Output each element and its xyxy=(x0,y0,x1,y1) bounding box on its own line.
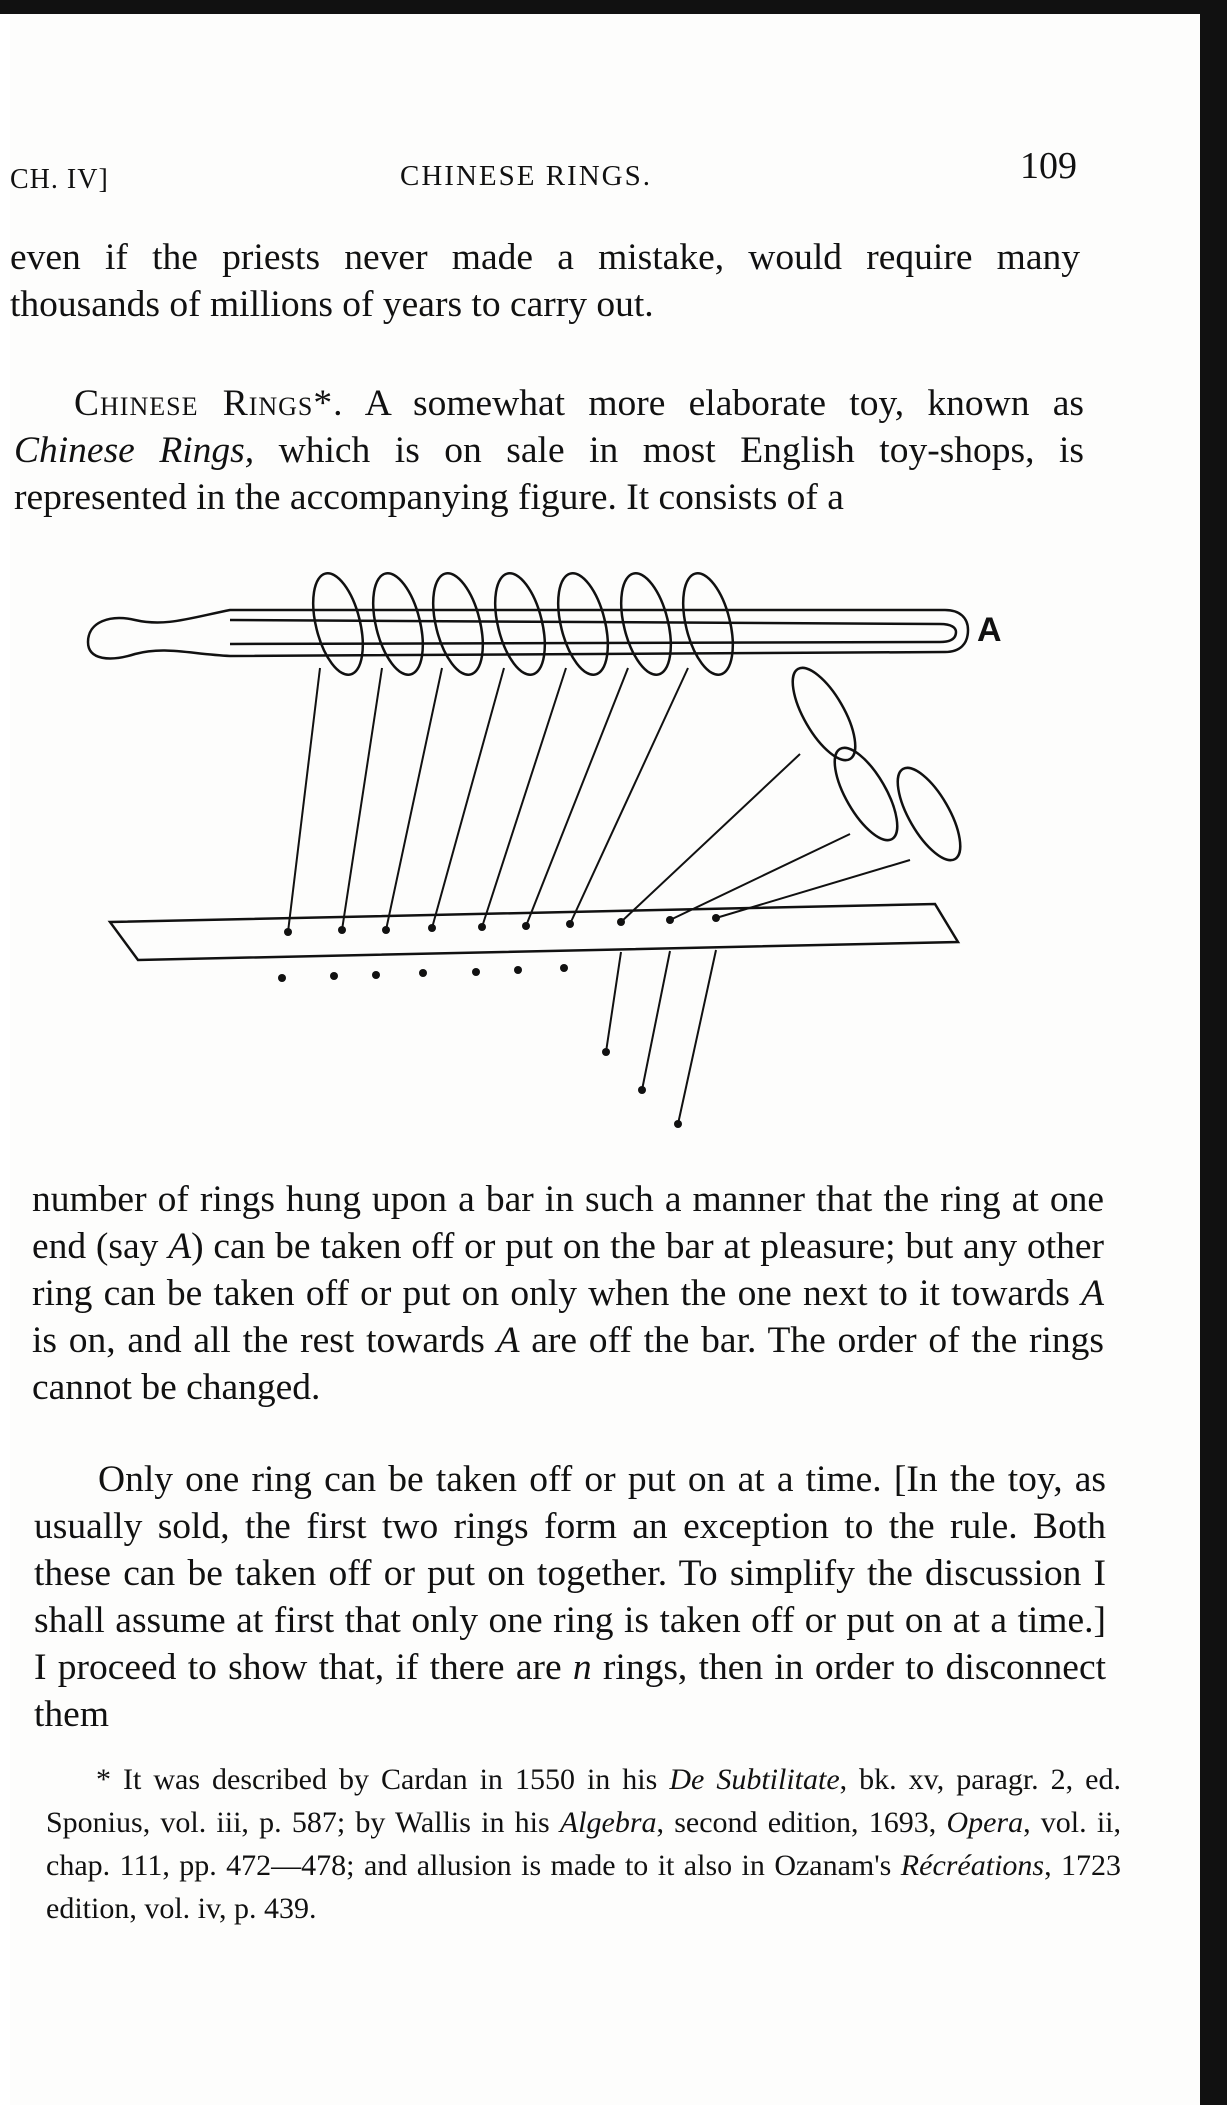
wire-3 xyxy=(386,668,442,930)
rule-part-1: Only one ring can be taken off or put on at a time. [In the toy, as usually sold, the first two rings form an exception to the rule. Both these can be taken off or put on together. To simplify the discussion I shall assume at first that only one ring is taken off or put on at a time.] I proceed to show that, if there are xyxy=(34,1459,1106,1688)
var-a-3: A xyxy=(496,1320,520,1361)
wire-8 xyxy=(621,754,800,922)
footnote xyxy=(46,1758,1121,1930)
wire-8-tail xyxy=(606,952,621,1052)
ring-4 xyxy=(486,568,554,680)
footnote-work-2: Algebra xyxy=(559,1806,657,1839)
rule-part-2: rings, then in order to disconnect them xyxy=(34,1647,1107,1735)
ring-10 xyxy=(886,759,973,869)
intro-text-b: which is on sale in most English toy-shops, is represented in the accompanying figure. It consists of a xyxy=(14,430,1085,518)
description-paragraph xyxy=(32,1176,1104,1411)
running-header xyxy=(10,144,1130,204)
section-intro-paragraph xyxy=(14,380,1084,521)
intro-text-a: A somewhat more elaborate toy, known as xyxy=(364,383,1084,424)
var-a-1: A xyxy=(168,1226,192,1267)
wire-4 xyxy=(432,668,504,928)
desc-part-2: ) can be taken off or put on the bar at pleasure; but any other ring can be taken off or put on only when the one next to it towards xyxy=(32,1226,1105,1314)
board xyxy=(110,904,958,960)
ring-2 xyxy=(364,568,432,680)
wire-6 xyxy=(526,668,628,926)
section-heading: Chinese Rings*. xyxy=(74,383,344,424)
desc-part-4: are off the bar. The order of the rings cannot be changed. xyxy=(32,1320,1104,1408)
page-number: 109 xyxy=(1020,145,1077,187)
ring-1 xyxy=(304,568,372,680)
ring-6 xyxy=(612,568,680,680)
var-n: n xyxy=(572,1647,592,1688)
continuation-text: even if the priests never made a mistake, would require many thousands of millions of years to carry out. xyxy=(10,237,1080,325)
wire-1 xyxy=(288,668,320,932)
bar-handle xyxy=(88,610,968,658)
figure-label-a: A xyxy=(977,611,1002,649)
footnote-text-1: * It was described by Cardan in 1550 in his xyxy=(96,1763,658,1796)
footnote-text-5: , 1723 edition, vol. iv, p. 439. xyxy=(46,1849,1122,1925)
var-a-2: A xyxy=(1081,1273,1104,1314)
scan-border-top xyxy=(0,0,1227,14)
wire-5 xyxy=(482,668,566,927)
wire-7 xyxy=(570,668,688,924)
rule-paragraph xyxy=(34,1456,1106,1738)
book-page xyxy=(10,14,1200,2105)
chapter-label: CH. IV] xyxy=(10,164,109,195)
desc-part-1: number of rings hung upon a bar in such a manner that the ring at one end (say xyxy=(32,1179,1104,1267)
wire-2 xyxy=(342,668,382,930)
wire-10 xyxy=(716,860,910,918)
running-title: CHINESE RINGS. xyxy=(400,160,652,192)
wire-9-tail xyxy=(642,951,670,1090)
footnote-work-3: Opera xyxy=(946,1806,1024,1839)
footnote-work-1: De Subtilitate xyxy=(669,1763,840,1796)
desc-part-3: is on, and all the rest towards xyxy=(32,1320,485,1361)
wire-10-tail xyxy=(678,950,716,1124)
intro-term: Chinese Rings, xyxy=(14,430,255,471)
ring-9 xyxy=(823,739,910,849)
bar-slot xyxy=(230,620,956,644)
footnote-text-2: , bk. xv, paragr. 2, ed. Sponius, vol. iii, p. 587; by Wallis in his xyxy=(46,1763,1121,1839)
ring-3 xyxy=(424,568,492,680)
continuation-paragraph xyxy=(10,234,1080,328)
chinese-rings-figure xyxy=(80,562,1040,1152)
scan-border-right xyxy=(1200,0,1227,2105)
footnote-work-4: Récréations xyxy=(900,1849,1045,1882)
footnote-text-3: , second edition, 1693, xyxy=(656,1806,937,1839)
ring-5 xyxy=(549,568,617,680)
ring-7 xyxy=(674,568,742,680)
footnote-text-4: , vol. ii, chap. 111, pp. 472—478; and allusion is made to it also in Ozanam's xyxy=(46,1806,1121,1882)
